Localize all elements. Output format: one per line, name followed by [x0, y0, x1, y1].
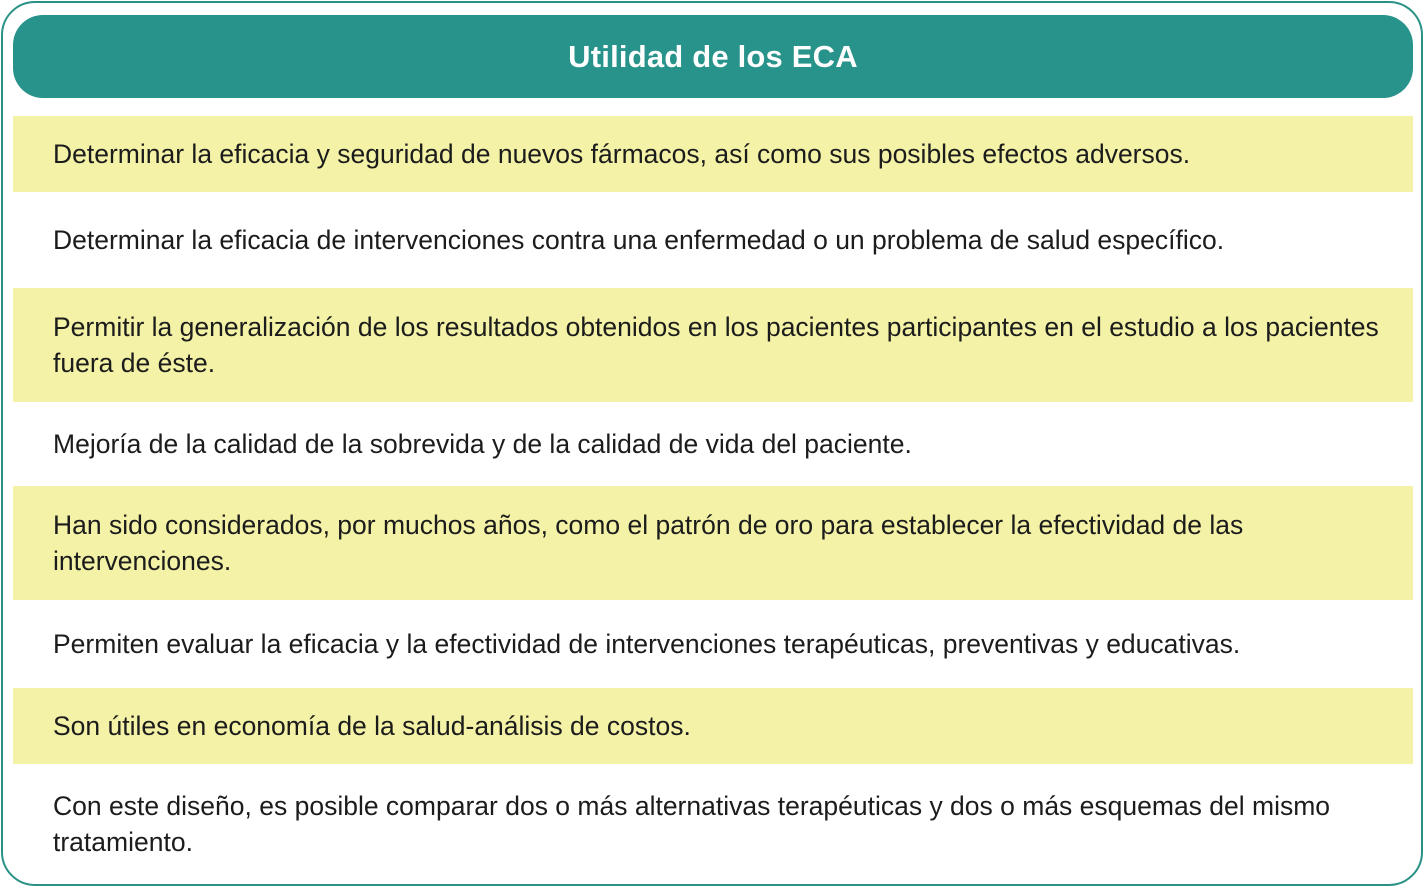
table-body — [13, 116, 1413, 884]
table-row — [13, 116, 1413, 192]
table-row — [13, 192, 1413, 288]
row-text: Con este diseño, es posible comparar dos o más alternativas terapéuticas y dos o más esquemas del mismo tratamiento. — [53, 791, 1331, 857]
row-text: Determinar la eficacia y seguridad de nuevos fármacos, así como sus posibles efectos adversos. — [53, 139, 1191, 169]
row-text: Permitir la generalización de los resultados obtenidos en los pacientes participantes en el estudio a los pacientes fuera de éste. — [53, 312, 1379, 378]
row-text: Mejoría de la calidad de la sobrevida y de la calidad de vida del paciente. — [53, 429, 912, 459]
table-frame — [1, 1, 1423, 886]
table-row — [13, 288, 1413, 402]
row-text: Permiten evaluar la eficacia y la efectividad de intervenciones terapéuticas, preventivas y educativas. — [53, 629, 1241, 659]
table-row — [13, 600, 1413, 688]
table-title: Utilidad de los ECA — [568, 38, 858, 74]
row-text: Han sido considerados, por muchos años, como el patrón de oro para establecer la efectividad de las intervenciones. — [53, 510, 1244, 576]
table-row — [13, 764, 1413, 884]
table-row — [13, 402, 1413, 486]
row-text: Determinar la eficacia de intervenciones contra una enfermedad o un problema de salud específico. — [53, 225, 1225, 255]
table-row — [13, 688, 1413, 764]
table-header — [13, 15, 1413, 98]
table-row — [13, 486, 1413, 600]
row-text: Son útiles en economía de la salud-análisis de costos. — [53, 711, 691, 741]
